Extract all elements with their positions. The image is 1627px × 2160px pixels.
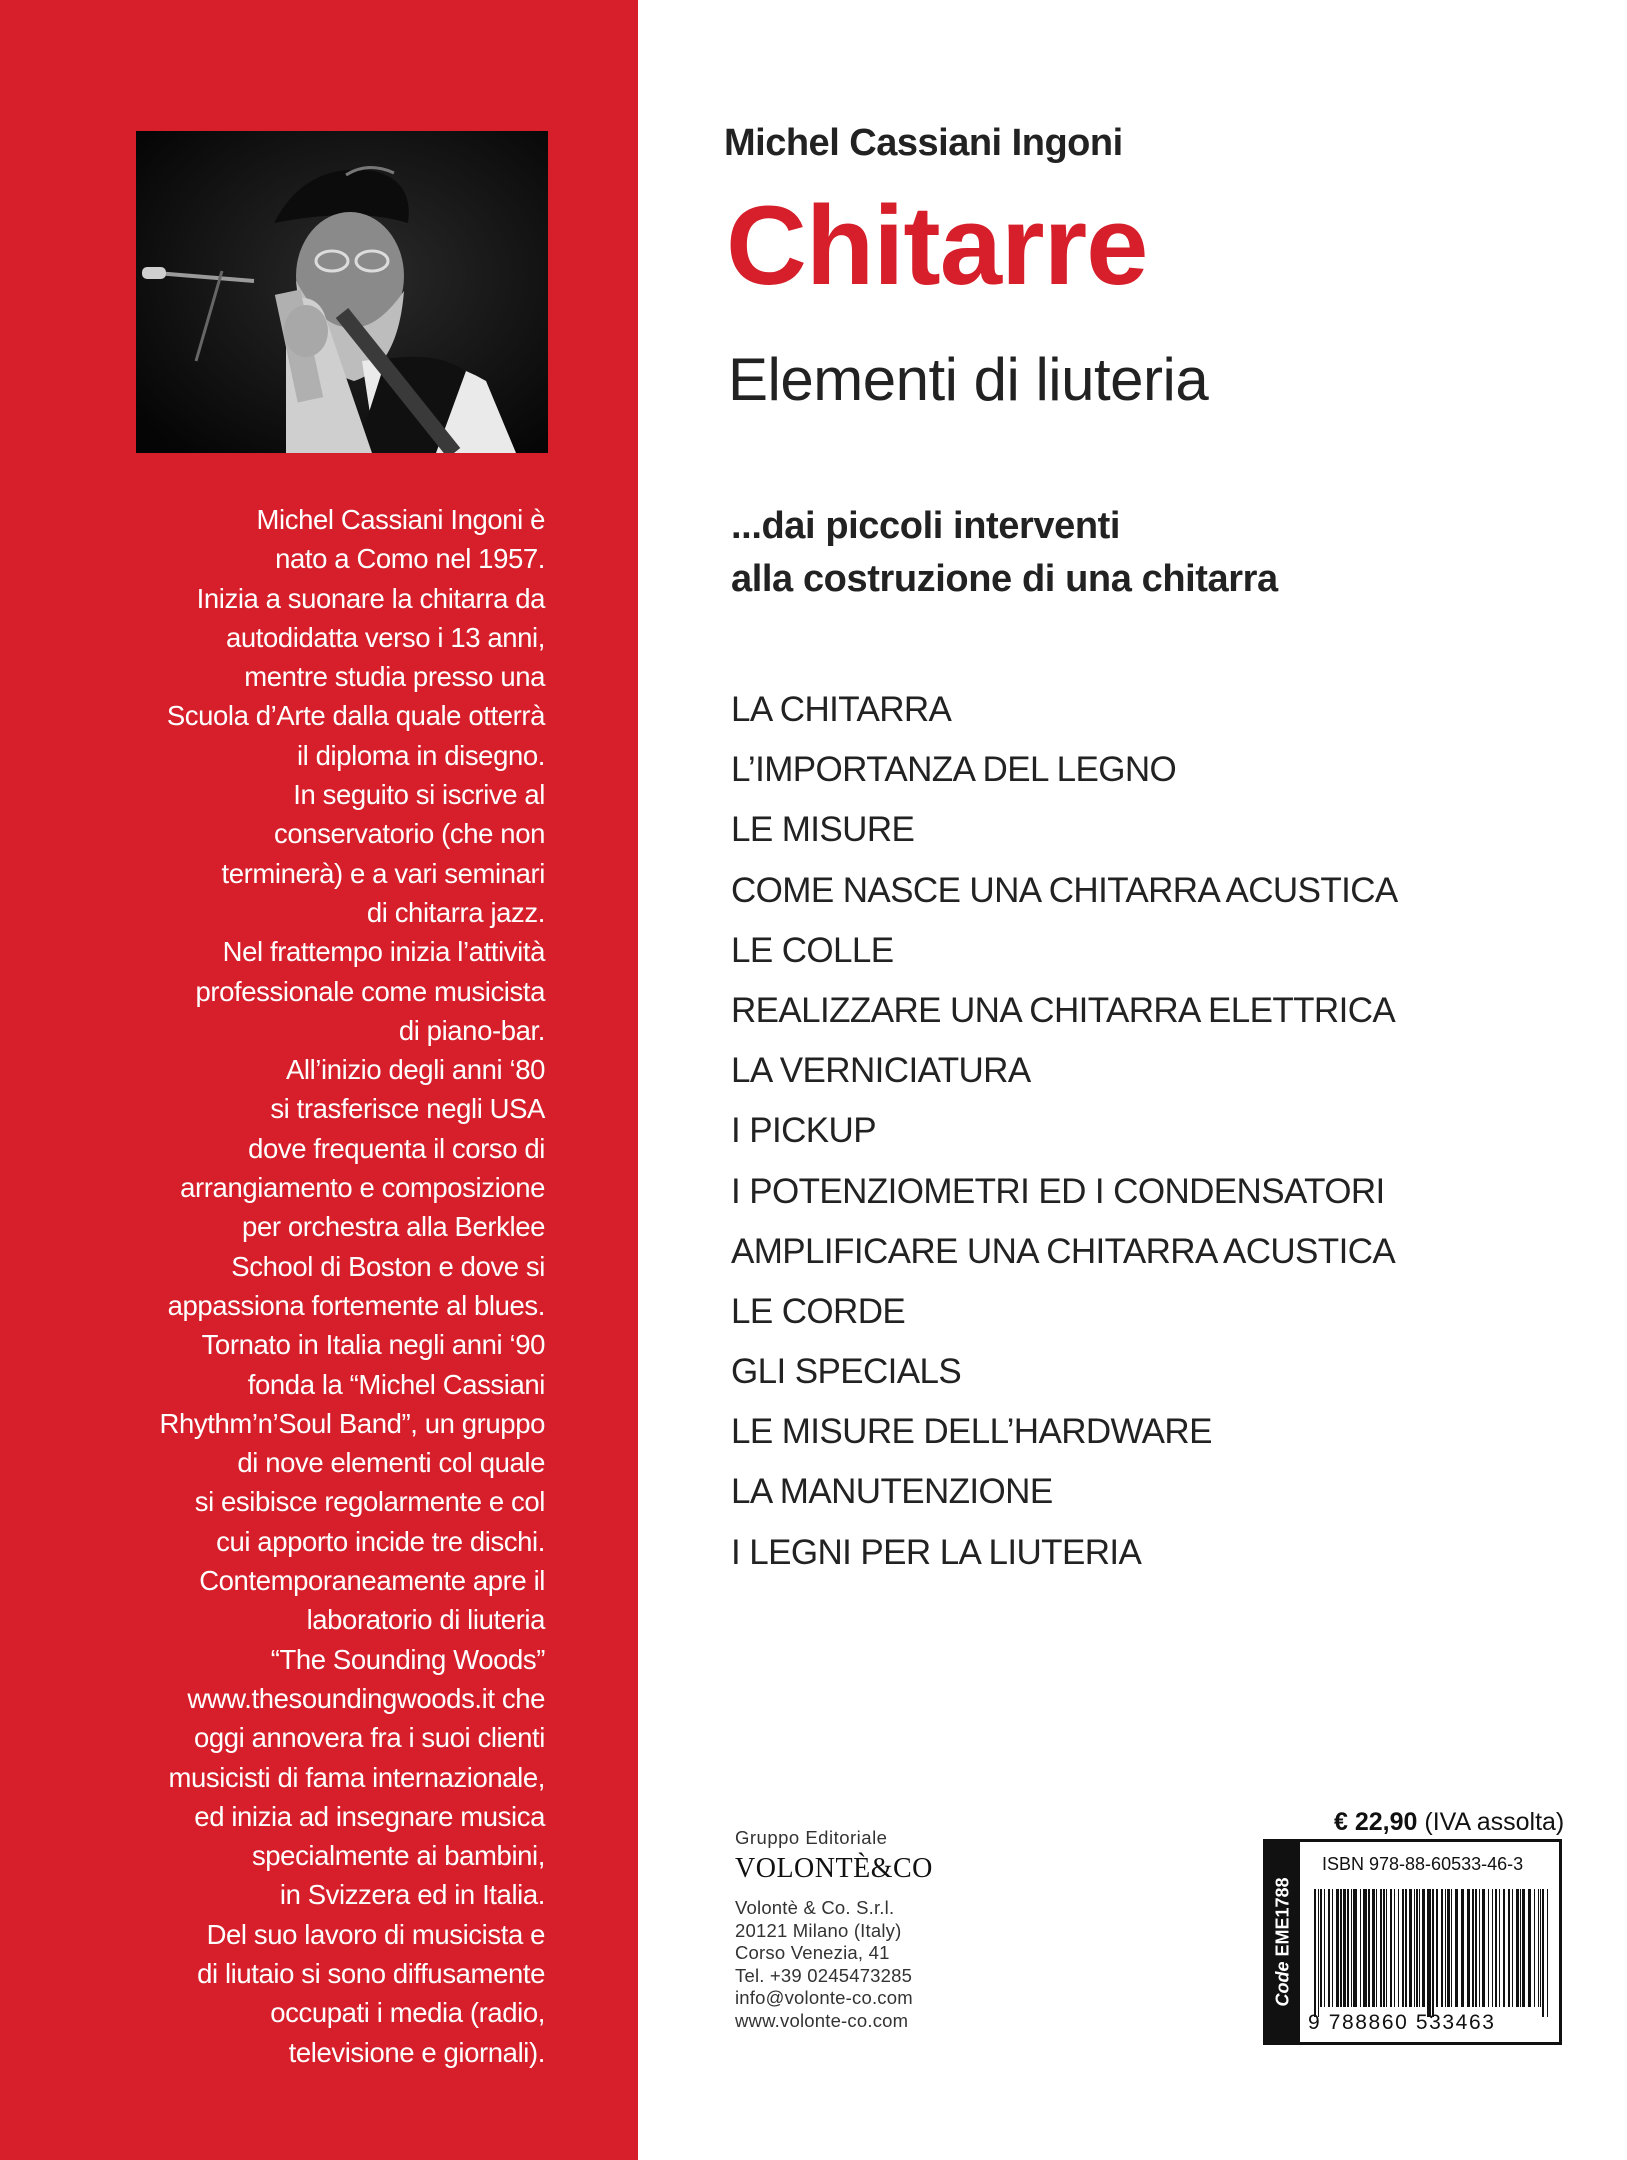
bio-line: fonda la “Michel Cassiani: [247, 1368, 545, 1400]
bio-line: televisione e giornali).: [288, 2036, 545, 2068]
bio-line: si trasferisce negli USA: [270, 1093, 545, 1125]
address-line: 20121 Milano (Italy): [735, 1919, 902, 1941]
contents-item: GLI SPECIALS: [731, 1352, 962, 1392]
bio-line: in Svizzera ed in Italia.: [279, 1879, 545, 1911]
bio-line: si esibisce regolarmente e col: [194, 1486, 545, 1518]
bio-line: autodidatta verso i 13 anni,: [225, 621, 545, 653]
bio-line: specialmente ai bambini,: [251, 1840, 545, 1872]
bio-line: Rhythm’n’Soul Band”, un gruppo: [159, 1407, 545, 1439]
publisher-block: [735, 1827, 933, 2033]
barcode-icon: [1312, 1889, 1550, 2017]
bio-line: di liutaio si sono diffusamente: [197, 1957, 545, 1989]
contents-item: AMPLIFICARE UNA CHITARRA ACUSTICA: [731, 1231, 1396, 1271]
contents-item: LE MISURE DELL’HARDWARE: [731, 1412, 1212, 1452]
product-code: [1273, 1877, 1294, 2006]
contents-item: LE MISURE: [731, 810, 915, 850]
barcode-box: [1263, 1839, 1562, 2045]
contents-item: I PICKUP: [731, 1111, 876, 1151]
tagline: [731, 500, 1278, 606]
price: [1334, 1808, 1564, 1837]
contents-item: LE CORDE: [731, 1291, 906, 1331]
bio-line: laboratorio di liuteria: [306, 1604, 545, 1636]
address-line: info@volonte-co.com: [735, 1987, 913, 2009]
bio-line: cui apporto incide tre dischi.: [216, 1525, 545, 1557]
bio-line: arrangiamento e composizione: [180, 1172, 545, 1204]
bio-line: In seguito si iscrive al: [293, 779, 545, 811]
bio-line: Tornato in Italia negli anni ‘90: [201, 1329, 545, 1361]
book-title: Chitarre: [726, 183, 1148, 308]
bio-line: Inizia a suonare la chitarra da: [196, 582, 545, 614]
product-code-strip: [1266, 1842, 1300, 2042]
bio-line: oggi annovera fra i suoi clienti: [193, 1722, 545, 1754]
bio-line: mentre studia presso una: [244, 661, 545, 693]
contents-item: LA MANUTENZIONE: [731, 1472, 1053, 1512]
bio-line: Nel frattempo inizia l’attività: [222, 936, 545, 968]
bio-line: Scuola d’Arte dalla quale otterrà: [166, 700, 545, 732]
bio-line: di nove elementi col quale: [237, 1447, 545, 1479]
bio-line: Michel Cassiani Ingoni è: [256, 504, 545, 535]
bio-line: Del suo lavoro di musicista e: [206, 1918, 545, 1950]
bio-line: Contemporaneamente apre il: [199, 1565, 545, 1597]
bio-line: nato a Como nel 1957.: [275, 543, 545, 575]
bio-line: conservatorio (che non: [274, 818, 545, 850]
contents-item: I POTENZIOMETRI ED I CONDENSATORI: [731, 1171, 1385, 1211]
address-line: Tel. +39 0245473285: [735, 1964, 913, 1986]
bio-line: dove frequenta il corso di: [248, 1132, 545, 1164]
author-biography: [40, 500, 545, 2072]
publisher-group-label: Gruppo Editoriale: [735, 1827, 888, 1848]
price-amount: € 22,90: [1334, 1808, 1418, 1836]
contents-item: LA CHITARRA: [731, 690, 952, 729]
bio-line: occupati i media (radio,: [270, 1997, 545, 2029]
left-red-panel: [0, 0, 638, 2160]
address-line: Volontè & Co. S.r.l.: [735, 1897, 895, 1918]
isbn-number: ISBN 978-88-60533-46-3: [1322, 1854, 1524, 1874]
address-line: www.volonte-co.com: [735, 2009, 909, 2031]
contents-item: REALIZZARE UNA CHITARRA ELETTRICA: [731, 990, 1396, 1030]
tagline-line: alla costruzione di una chitarra: [731, 558, 1278, 600]
bio-line: “The Sounding Woods”: [270, 1643, 545, 1675]
book-subtitle: Elementi di liuteria: [728, 346, 1209, 413]
bio-line: di piano-bar.: [398, 1014, 545, 1046]
code-value: EME1788: [1272, 1877, 1293, 1957]
bio-line: appassiona fortemente al blues.: [167, 1289, 545, 1321]
publisher-address: [735, 1897, 933, 2033]
price-note: (IVA assolta): [1424, 1808, 1565, 1836]
bio-line: professionale come musicista: [195, 975, 545, 1007]
author-name: Michel Cassiani Ingoni: [724, 122, 1123, 164]
contents-item: I LEGNI PER LA LIUTERIA: [731, 1532, 1142, 1572]
contents-item: COME NASCE UNA CHITARRA ACUSTICA: [731, 870, 1398, 910]
code-word: Code: [1272, 1961, 1293, 2007]
bio-line: School di Boston e dove si: [231, 1250, 545, 1282]
publisher-logo: VOLONTÈ&CO: [735, 1853, 933, 1884]
bio-line: ed inizia ad insegnare musica: [194, 1800, 545, 1832]
contents-item: LE COLLE: [731, 930, 894, 970]
bio-line: terminerà) e a vari seminari: [221, 857, 545, 889]
bio-line: per orchestra alla Berklee: [242, 1211, 545, 1243]
bio-line: www.thesoundingwoods.it che: [187, 1682, 545, 1714]
author-photo: [136, 131, 548, 453]
bio-line: il diploma in disegno.: [296, 739, 545, 771]
contents-item: LA VERNICIATURA: [731, 1051, 1031, 1091]
bio-line: musicisti di fama internazionale,: [168, 1761, 545, 1793]
bio-line: All’inizio degli anni ‘80: [285, 1054, 545, 1086]
address-line: Corso Venezia, 41: [735, 1942, 890, 1964]
bio-line: di chitarra jazz.: [366, 896, 545, 928]
ean-number: 9 788860 533463: [1308, 2011, 1496, 2034]
tagline-line: ...dai piccoli interventi: [731, 505, 1121, 547]
contents-item: L’IMPORTANZA DEL LEGNO: [731, 750, 1177, 790]
contents-list: [731, 680, 1398, 1583]
